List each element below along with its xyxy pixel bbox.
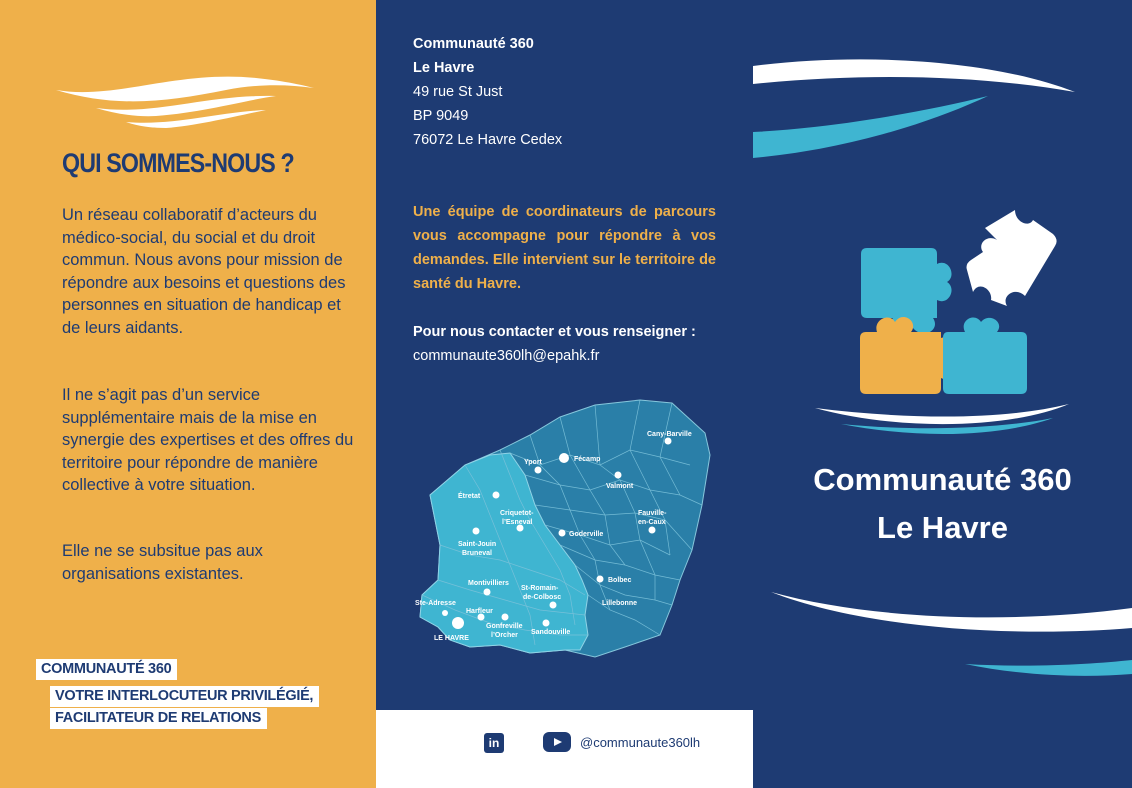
address-block bbox=[413, 32, 562, 152]
contact-email[interactable]: communaute360lh@epahk.fr bbox=[413, 348, 600, 364]
city-harfleur: Harfleur bbox=[466, 608, 493, 615]
wave-decoration bbox=[753, 0, 1132, 788]
social-handle[interactable]: @communaute360lh bbox=[580, 735, 701, 750]
address-bp: BP 9049 bbox=[413, 108, 469, 124]
city-etretat: Étretat bbox=[458, 493, 481, 500]
city-yport: Yport bbox=[524, 459, 542, 466]
city-saintjouin-line1: Saint-Jouin bbox=[458, 541, 497, 548]
address-name: Communauté 360 bbox=[413, 36, 534, 52]
brand-subtitle: Le Havre bbox=[877, 510, 1008, 545]
territory-map bbox=[410, 395, 720, 660]
city-lehavre: LE HAVRE bbox=[434, 635, 469, 642]
paragraph-synergy: Il ne s’agit pas d’un service supplémentaire mais de la mise en synergie des expertises et des offres du territoire pour répondre de manière collective à votre situation. bbox=[62, 386, 354, 494]
address-postal: 76072 Le Havre Cedex bbox=[413, 132, 563, 148]
paragraph-note: Elle ne se subsitue pas aux organisations existantes. bbox=[62, 542, 263, 583]
wave-decoration bbox=[56, 72, 316, 132]
city-criquetot-line1: Criquetot- bbox=[500, 510, 534, 517]
tagline-line-1: VOTRE INTERLOCUTEUR PRIVILÉGIÉ, bbox=[50, 686, 319, 707]
city-sandouville: Sandouville bbox=[531, 629, 571, 636]
city-fauville-line2: en-Caux bbox=[638, 519, 666, 526]
contact-heading: Pour nous contacter et vous renseigner : bbox=[413, 324, 696, 340]
city-gonfreville-line2: l’Orcher bbox=[491, 632, 518, 639]
city-goderville: Goderville bbox=[569, 531, 604, 538]
section-heading: QUI SOMMES-NOUS ? bbox=[62, 148, 294, 178]
city-steadresse: Ste-Adresse bbox=[415, 600, 456, 607]
tagline-brand: COMMUNAUTÉ 360 bbox=[36, 659, 177, 680]
city-cany: Cany-Barville bbox=[647, 431, 692, 438]
city-fecamp: Fécamp bbox=[574, 456, 601, 463]
city-montivilliers: Montivilliers bbox=[468, 580, 509, 587]
brand-title: Communauté 360 bbox=[813, 462, 1072, 497]
city-stromain-line1: St-Romain- bbox=[521, 585, 559, 592]
paragraph-intro: Un réseau collaboratif d’acteurs du médico-social, du social et du droit commun. Nous avons pour mission de répondre aux besoins et questions des personnes en situation de handicap et de leurs aidants. bbox=[62, 206, 346, 337]
city-lillebonne: Lillebonne bbox=[602, 600, 637, 607]
city-stromain-line2: de-Colbosc bbox=[523, 594, 562, 601]
intro-text: Une équipe de coordinateurs de parcours vous accompagne pour répondre à vos demandes. Elle intervient sur le territoire de santé du Havre. bbox=[413, 204, 716, 292]
city-bolbec: Bolbec bbox=[608, 577, 632, 584]
city-saintjouin-line2: Bruneval bbox=[462, 550, 492, 557]
right-panel bbox=[753, 0, 1132, 788]
social-bar bbox=[376, 710, 753, 788]
puzzle-icon bbox=[860, 210, 1057, 394]
city-valmont: Valmont bbox=[606, 483, 634, 490]
left-panel bbox=[0, 0, 376, 788]
tagline-line-2: FACILITATEUR DE RELATIONS bbox=[50, 708, 267, 729]
address-street: 49 rue St Just bbox=[413, 84, 503, 100]
linkedin-icon[interactable]: in bbox=[484, 733, 504, 753]
city-criquetot-line2: l’Esneval bbox=[502, 519, 533, 526]
city-gonfreville-line1: Gonfreville bbox=[486, 623, 523, 630]
address-city: Le Havre bbox=[413, 60, 475, 76]
youtube-icon[interactable] bbox=[543, 732, 571, 752]
city-fauville-line1: Fauville- bbox=[638, 510, 667, 517]
